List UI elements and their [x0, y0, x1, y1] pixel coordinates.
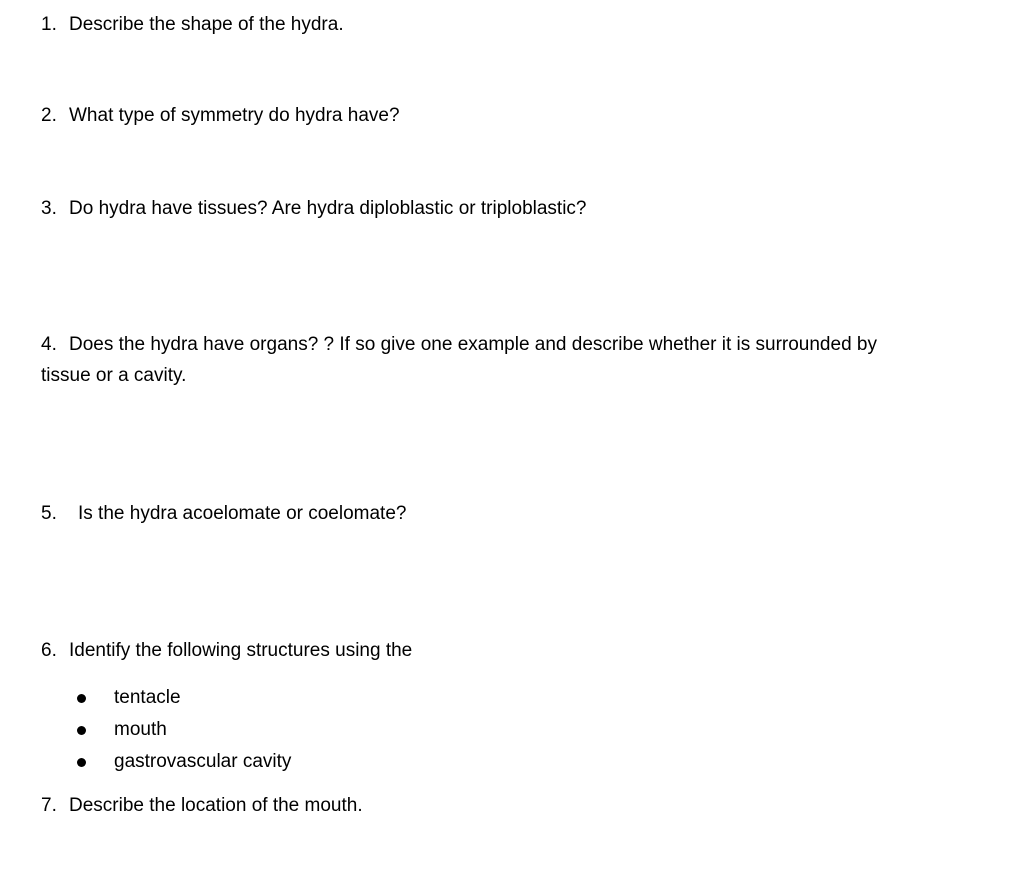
question-number: 7. — [41, 795, 57, 816]
question-3 — [41, 193, 587, 224]
list-item — [76, 746, 291, 778]
list-item-text: gastrovascular cavity — [114, 751, 292, 772]
question-number: 3. — [41, 198, 57, 219]
question-text: Describe the location of the mouth. — [69, 795, 363, 816]
list-item-text: mouth — [114, 719, 167, 740]
question-number: 4. — [41, 334, 57, 355]
question-number: 5. — [41, 503, 57, 524]
question-line — [41, 329, 971, 360]
question-5 — [41, 498, 406, 529]
question-line — [41, 360, 971, 391]
question-number: 1. — [41, 14, 57, 35]
question-text-continued: tissue or a cavity. — [41, 365, 187, 386]
structure-list — [76, 682, 291, 778]
list-item-text: tentacle — [114, 687, 181, 708]
list-item — [76, 682, 291, 714]
question-number: 6. — [41, 640, 57, 661]
question-text: Do hydra have tissues? Are hydra diploblastic or triploblastic? — [69, 198, 587, 219]
question-7 — [41, 790, 363, 821]
question-text: Is the hydra acoelomate or coelomate? — [78, 503, 407, 524]
question-4 — [41, 329, 971, 391]
bullet-icon — [77, 726, 86, 735]
bullet-icon — [77, 758, 86, 767]
question-6 — [41, 635, 412, 666]
question-text: What type of symmetry do hydra have? — [69, 105, 400, 126]
question-2 — [41, 100, 400, 131]
question-text: Does the hydra have organs? ? If so give one example and describe whether it is surrounded by — [69, 334, 877, 355]
question-text: Identify the following structures using the — [69, 640, 413, 661]
question-1 — [41, 9, 344, 40]
question-text: Describe the shape of the hydra. — [69, 14, 344, 35]
list-item — [76, 714, 291, 746]
question-number: 2. — [41, 105, 57, 126]
bullet-icon — [77, 694, 86, 703]
